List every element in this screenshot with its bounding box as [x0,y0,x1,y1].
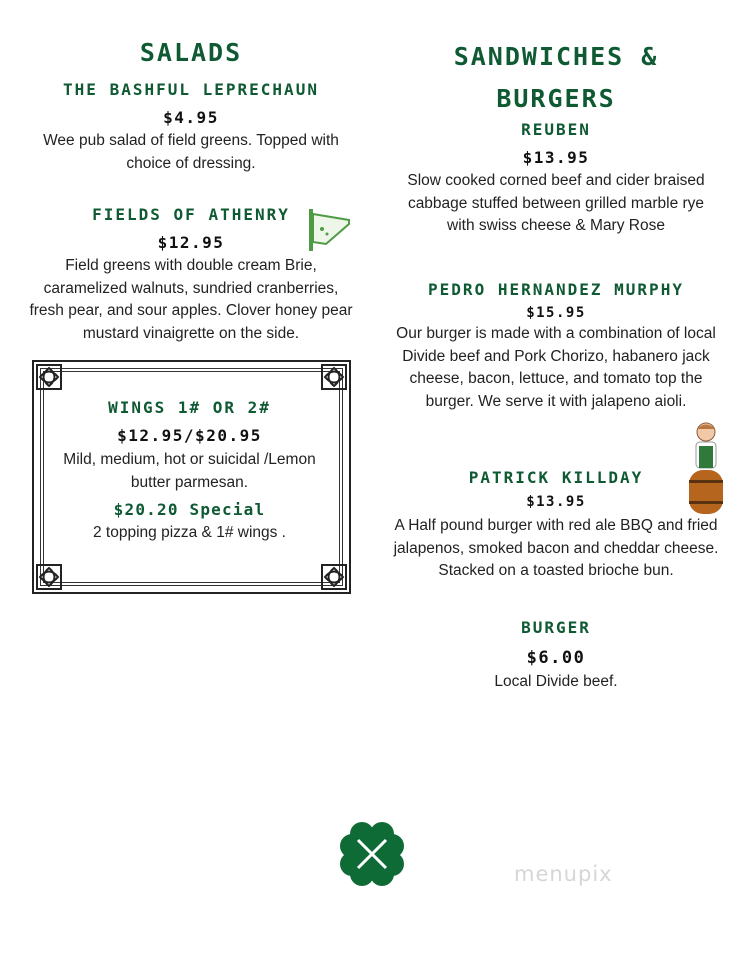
desc-line: Slow cooked corned beef and cider braised [407,172,705,189]
desc-line: butter parmesan. [130,473,249,491]
desc-line: cheese, bacon, lettuce, and tomato top the [409,370,703,387]
item-desc-fields-of-athenry [20,255,362,345]
desc-line: burger. We serve it with jalapeno aioli. [425,392,687,410]
desc-line: Field greens with double cream Brie, [65,257,317,274]
desc-line: with swiss cheese & Mary Rose [447,217,665,234]
item-price-wings: $12.95/$20.95 [117,426,262,445]
item-name-pedro-hernandez-murphy: PEDRO HERNANDEZ MURPHY [428,280,684,299]
desc-line: choice of dressing. [126,154,256,172]
celtic-knot-icon [36,564,62,590]
item-price-patrick-killday: $13.95 [526,494,586,510]
celtic-knot-icon [321,364,347,390]
item-price-burger: $6.00 [526,648,586,668]
sandwiches-heading [384,36,728,120]
desc-line: Our burger is made with a combination of local [396,325,716,342]
item-price-reuben: $13.95 [522,148,590,167]
menupix-watermark: menupix [514,862,613,886]
special-name: $20.20 Special [113,500,266,519]
item-desc-burger [384,671,728,694]
item-price-pedro-hernandez-murphy: $15.95 [526,305,586,321]
item-name-bashful-leprechaun: THE BASHFUL LEPRECHAUN [63,80,319,99]
desc-line: Local Divide beef. [494,673,618,690]
special-desc: 2 topping pizza & 1# wings . [92,524,286,541]
desc-line: fresh pear, and sour apples. Clover honey pear [29,302,353,319]
desc-line: A Half pound burger with red ale BBQ and fried [394,517,718,534]
desc-line: cabbage stuffed between grilled marble rye [407,194,705,212]
desc-line: Divide beef and Pork Chorizo, habanero jack [402,347,710,365]
desc-line: Mild, medium, hot or suicidal /Lemon [63,451,316,468]
heading-line: SANDWICHES & [453,42,659,71]
item-desc-wings [32,449,347,494]
desc-line: mustard vinaigrette on the side. [82,324,300,342]
item-desc-bashful-leprechaun [20,130,362,175]
heading-line: BURGERS [496,84,616,113]
item-name-wings: WINGS 1# OR 2# [108,398,271,417]
item-name-fields-of-athenry: FIELDS OF ATHENRY [92,205,290,224]
desc-line: jalapenos, smoked bacon and cheddar cheese. [393,539,719,557]
celtic-knot-icon [321,564,347,590]
desc-line: Stacked on a toasted brioche bun. [438,562,674,579]
item-desc-pedro-hernandez-murphy [384,323,728,413]
item-name-burger: BURGER [521,618,591,637]
item-price-fields-of-athenry: $12.95 [157,233,225,252]
celtic-knot-icon [36,364,62,390]
item-price-bashful-leprechaun: $4.95 [163,108,219,127]
item-desc-patrick-killday [384,515,728,583]
salads-heading: SALADS [139,38,243,67]
item-desc-reuben [384,170,728,238]
item-name-patrick-killday: PATRICK KILLDAY [468,468,644,487]
item-name-reuben: REUBEN [521,120,591,139]
desc-line: caramelized walnuts, sundried cranberries, [43,279,339,297]
shamrock-icon [336,818,408,890]
desc-line: Wee pub salad of field greens. Topped with [43,132,339,149]
